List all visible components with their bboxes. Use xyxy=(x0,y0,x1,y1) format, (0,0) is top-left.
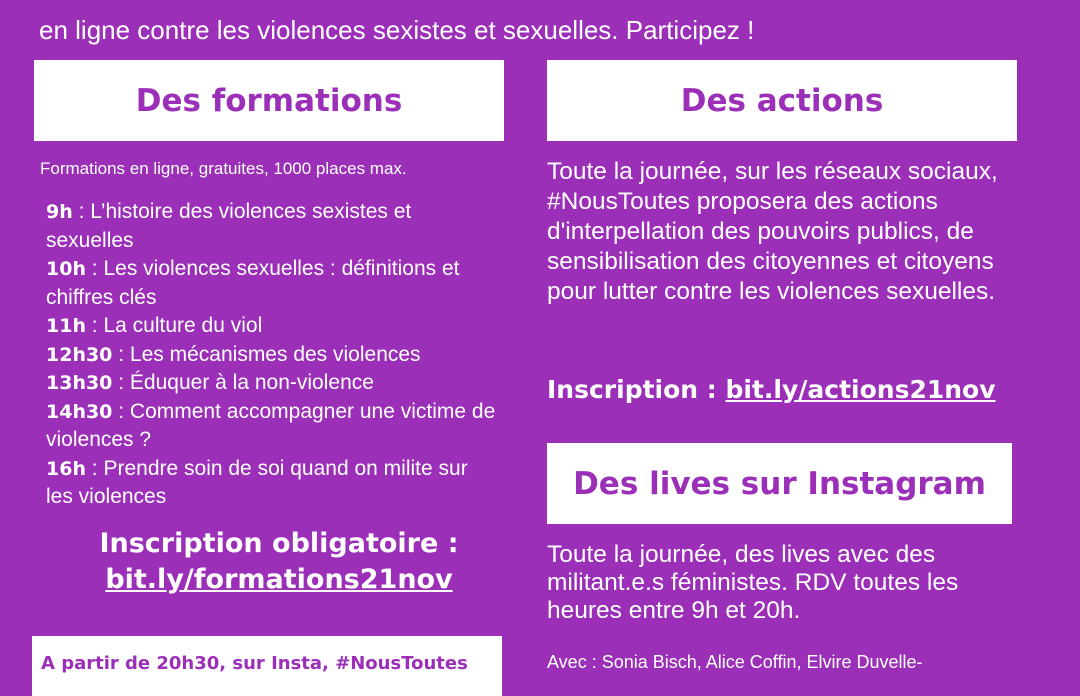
schedule-time: 10h xyxy=(46,258,86,280)
formations-heading: Des formations xyxy=(135,82,403,119)
schedule-text: : Les mécanismes des violences xyxy=(112,342,421,366)
formations-cta-label: Inscription obligatoire : xyxy=(99,528,459,559)
formations-subtitle: Formations en ligne, gratuites, 1000 places max. xyxy=(40,159,407,178)
actions-signup-link[interactable]: bit.ly/actions21nov xyxy=(725,375,996,404)
actions-cta xyxy=(547,375,996,404)
schedule-item xyxy=(46,198,496,255)
lives-heading-box xyxy=(547,443,1012,524)
actions-heading-box xyxy=(547,60,1017,141)
schedule-item xyxy=(46,255,496,312)
evening-text: A partir de 20h30, sur Insta, #NousToutes xyxy=(41,653,468,674)
lives-description: Toute la journée, des lives avec des militant.e.s féministes. RDV toutes les heures entre 9h et 20h. xyxy=(547,541,959,624)
schedule-text: : Les violences sexuelles : définitions et chiffres clés xyxy=(46,257,460,309)
schedule-text: : Éduquer à la non-violence xyxy=(112,371,374,394)
actions-cta-label: Inscription : xyxy=(547,375,726,404)
formations-cta xyxy=(34,526,524,598)
formations-signup-link[interactable]: bit.ly/formations21nov xyxy=(105,564,453,595)
formations-heading-box xyxy=(34,60,504,141)
schedule-time: 16h xyxy=(46,457,86,480)
schedule-time: 13h30 xyxy=(46,372,113,394)
schedule-time: 12h30 xyxy=(46,343,113,366)
schedule-time: 11h xyxy=(46,315,86,337)
intro-text: en ligne contre les violences sexistes et sexuelles. Participez ! xyxy=(39,15,755,45)
schedule-item xyxy=(46,455,496,512)
actions-description: Toute la journée, sur les réseaux sociaux, #NousToutes proposera des actions d'interpellation des pouvoirs publics, de sensibilisation des citoyennes et citoyens pour lutter contre les violences sexuelles. xyxy=(547,158,998,305)
evening-box xyxy=(32,636,502,696)
schedule-item xyxy=(46,312,496,341)
schedule-item xyxy=(46,341,496,370)
schedule-text: : La culture du viol xyxy=(85,314,263,337)
schedule-time: 9h xyxy=(46,201,73,223)
schedule-item xyxy=(46,398,496,455)
lives-guests: Avec : Sonia Bisch, Alice Coffin, Elvire Duvelle- xyxy=(547,652,923,672)
schedule-text: : Prendre soin de soi quand on milite sur les violences xyxy=(46,456,468,508)
schedule-text: : L’histoire des violences sexistes et sexuelles xyxy=(46,200,412,252)
schedule-text: : Comment accompagner une victime de violences ? xyxy=(46,399,496,451)
actions-heading: Des actions xyxy=(680,82,884,119)
formations-schedule xyxy=(46,198,496,512)
schedule-time: 14h30 xyxy=(46,400,113,423)
lives-heading: Des lives sur Instagram xyxy=(573,465,986,502)
schedule-item xyxy=(46,369,496,398)
